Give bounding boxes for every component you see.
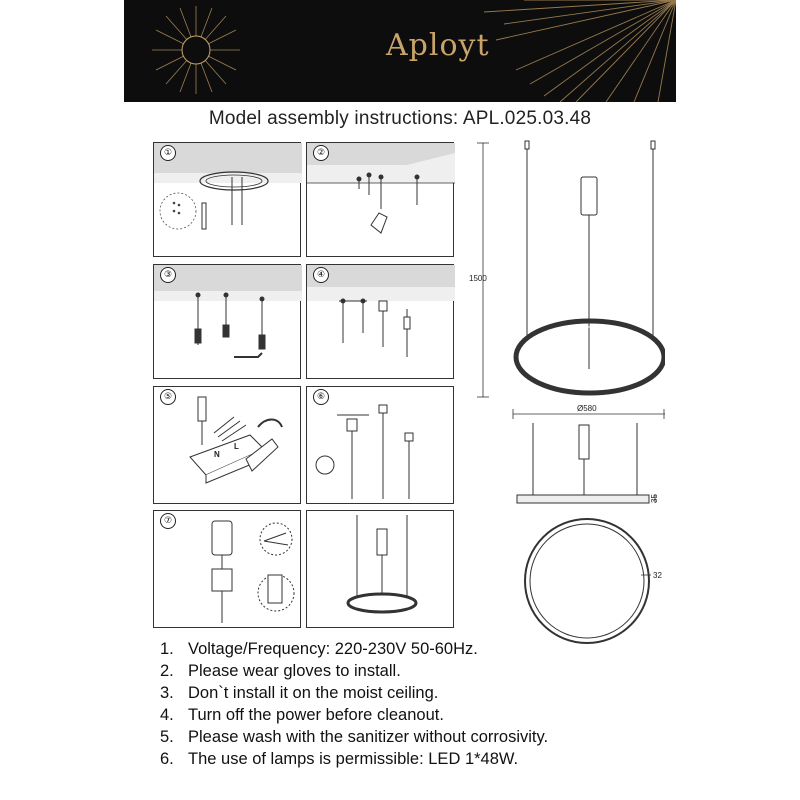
step-panel-6: [306, 386, 454, 504]
list-item: 4. Turn off the power before cleanout.: [160, 706, 444, 724]
diameter-dimension-label: Ø580: [577, 404, 597, 413]
finished-lamp-illustration: [307, 511, 455, 629]
neutral-terminal-label: N: [214, 450, 220, 459]
step-number: ⑥: [313, 389, 329, 405]
wiring-terminal-illustration: [154, 387, 302, 505]
mounting-illustration: [154, 265, 302, 380]
ring-height-dimension-label: 35: [650, 494, 659, 503]
ceiling-template-illustration: [154, 143, 302, 258]
step-panel-7: [153, 510, 301, 628]
step-panel-3: [153, 264, 301, 379]
canopy-fix-illustration: [154, 511, 302, 629]
list-item: 3. Don`t install it on the moist ceiling.: [160, 684, 439, 702]
step-number: ②: [313, 145, 329, 161]
cable-attach-illustration: [307, 265, 455, 380]
list-item: 2. Please wear gloves to install.: [160, 662, 401, 680]
step-panel-2: [306, 142, 454, 257]
step-panel-5: [153, 386, 301, 504]
step-number: ⑤: [160, 389, 176, 405]
step-number: ⑦: [160, 513, 176, 529]
drilling-illustration: [307, 143, 455, 258]
step-panel-finished: [306, 510, 454, 628]
list-item: 6. The use of lamps is permissible: LED 1*48W.: [160, 750, 519, 768]
ring-width-dimension-label: 32: [653, 571, 662, 580]
list-item: 1. Voltage/Frequency: 220-230V 50-60Hz.: [160, 640, 478, 658]
step-panel-4: [306, 264, 454, 379]
list-item: 5. Please wash with the sanitizer without corrosivity.: [160, 728, 549, 746]
height-adjust-illustration: [307, 387, 455, 505]
live-terminal-label: L: [234, 442, 239, 451]
dimension-drawing: [465, 135, 665, 645]
height-dimension-label: 1500: [469, 274, 487, 283]
brand-logo: Aployt: [386, 28, 490, 63]
step-number: ④: [313, 267, 329, 283]
step-panel-1: [153, 142, 301, 257]
page-title: Model assembly instructions: APL.025.03.48: [208, 108, 592, 129]
brand-banner: [124, 0, 676, 102]
step-number: ③: [160, 267, 176, 283]
notes-list: [160, 638, 760, 770]
step-number: ①: [160, 145, 176, 161]
